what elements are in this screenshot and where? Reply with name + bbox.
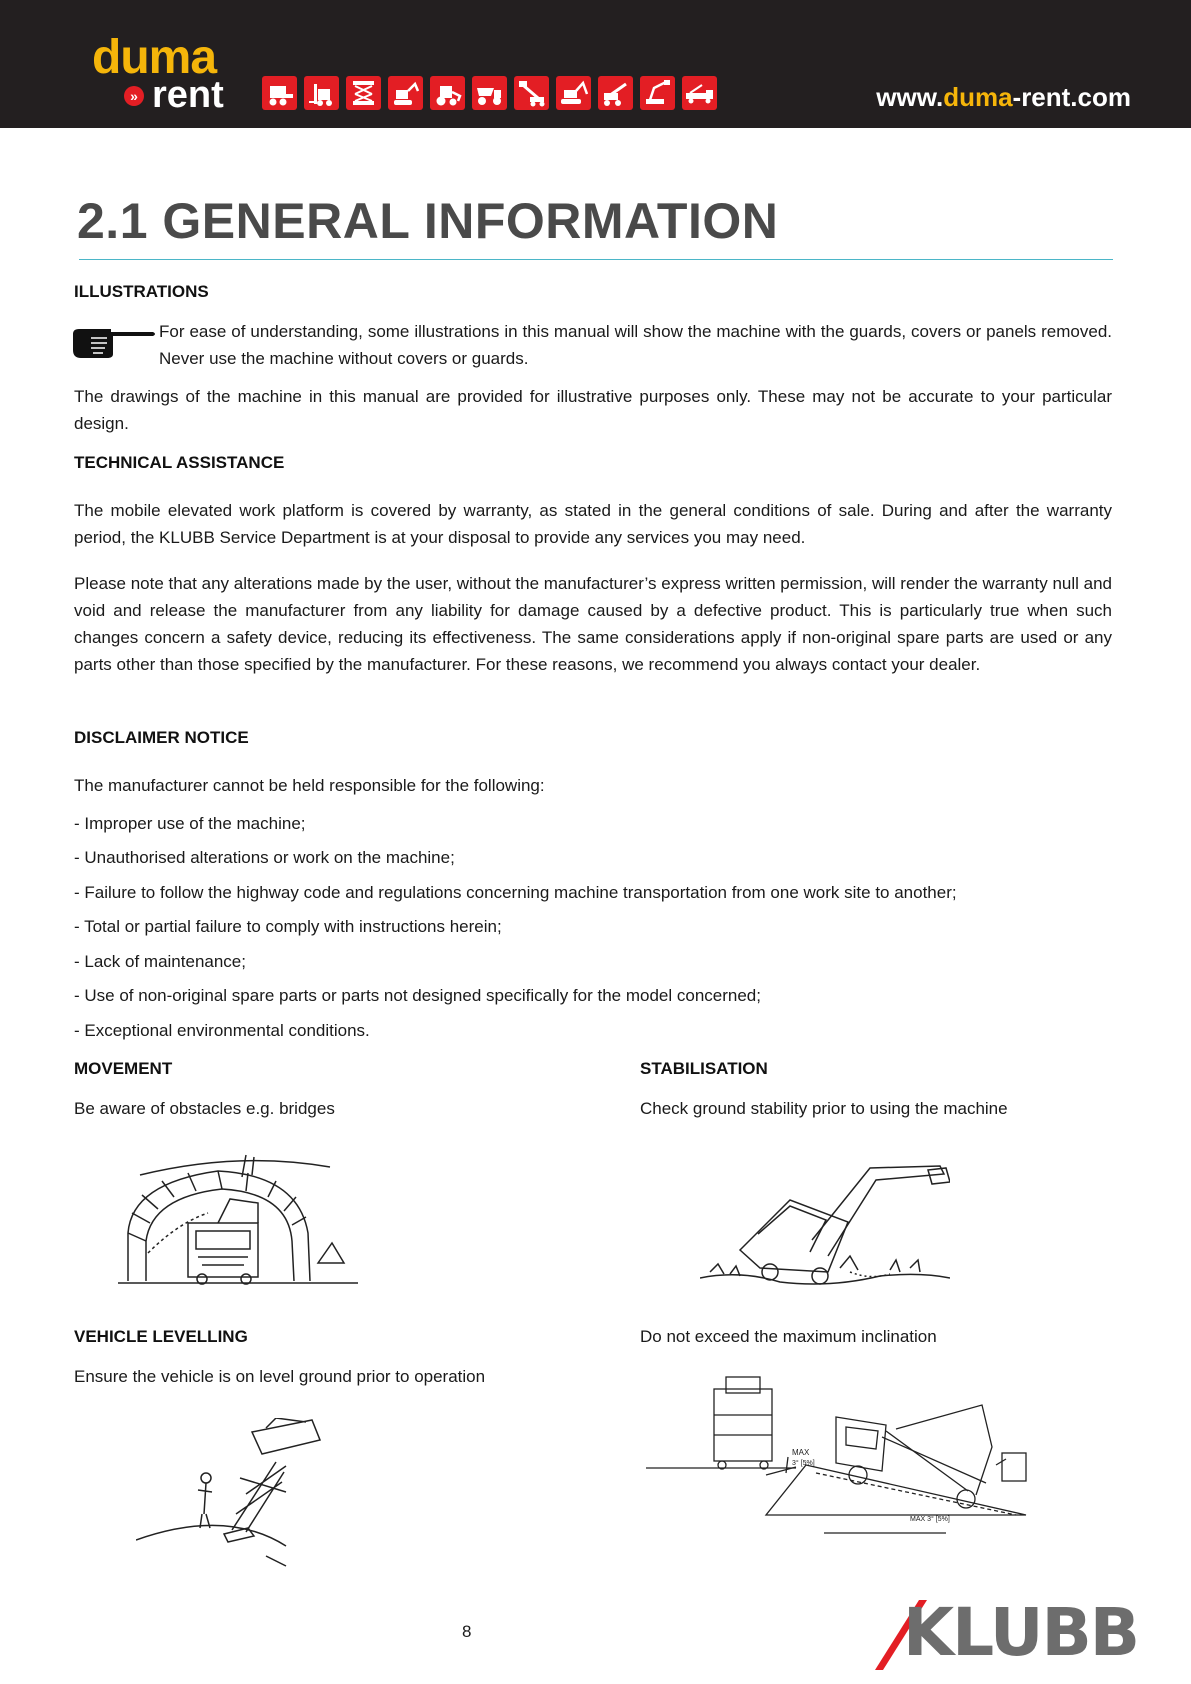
website-url[interactable] — [876, 82, 1131, 113]
klubb-wordmark: KLUBB — [903, 1594, 1139, 1671]
disclaimer-item: - Total or partial failure to comply with instructions herein; — [74, 917, 502, 936]
machine-icons-row — [262, 76, 717, 110]
illustrations-note: For ease of understanding, some illustrations in this manual will show the machine with the guards, covers or panels removed. Never use the machine without covers or guards. — [159, 322, 1112, 368]
stabilisation-text: Check ground stability prior to using the machine — [640, 1099, 1008, 1118]
inclination-side-label: MAX — [792, 1448, 810, 1457]
disclaimer-item: - Use of non-original spare parts or parts not designed specifically for the model concerned; — [74, 986, 761, 1005]
duma-rent-logo[interactable] — [92, 31, 242, 118]
truck-platform-icon — [682, 76, 717, 110]
page-title: 2.1 GENERAL INFORMATION — [77, 193, 779, 249]
excavator-icon — [556, 76, 591, 110]
disclaimer-item: - Improper use of the machine; — [74, 814, 306, 833]
title-divider — [79, 259, 1113, 260]
movement-heading: MOVEMENT — [74, 1059, 173, 1078]
level-ground-illustration — [136, 1418, 326, 1568]
technical-para-1: The mobile elevated work platform is covered by warranty, as stated in the general conditions of sale. During and after the warranty period, the KLUBB Service Department is at your disposal to provide any services you may need. — [74, 501, 1112, 547]
header-bar — [0, 0, 1191, 128]
disclaimer-item: - Lack of maintenance; — [74, 952, 246, 971]
ground-stability-illustration — [700, 1160, 950, 1290]
forklift-icon — [304, 76, 339, 110]
inclination-text: Do not exceed the maximum inclination — [640, 1327, 937, 1346]
logo-rent-text: rent — [152, 74, 224, 116]
disclaimer-item: - Exceptional environmental conditions. — [74, 1021, 370, 1040]
levelling-heading: VEHICLE LEVELLING — [74, 1327, 248, 1346]
bridge-obstacle-illustration — [118, 1153, 363, 1293]
stabilisation-heading: STABILISATION — [640, 1059, 768, 1078]
klubb-logo — [875, 1594, 1139, 1672]
scissor-lift-icon — [346, 76, 381, 110]
technical-heading: TECHNICAL ASSISTANCE — [74, 453, 285, 472]
technical-para-2: Please note that any alterations made by the user, without the manufacturer’s express written permission, will render the warranty null and void and release the manufacturer from any liability for damage caused by a defective product. This is particularly true when such changes concern a safety device, reducing its effectiveness. The same considerations apply if non-original spare parts are used or any parts other than those specified by the manufacturer. For these reasons, we recommend you always contact your dealer. — [74, 574, 1112, 674]
disclaimer-heading: DISCLAIMER NOTICE — [74, 728, 249, 747]
wheel-loader-icon — [430, 76, 465, 110]
website-highlight: duma — [943, 82, 1013, 112]
disclaimer-item: - Failure to follow the highway code and regulations concerning machine transportation from one work site to another; — [74, 883, 957, 902]
page-number: 8 — [462, 1622, 472, 1641]
knuckle-boom-icon — [640, 76, 675, 110]
telehandler-icon — [598, 76, 633, 110]
pointing-hand-icon — [71, 324, 157, 360]
logo-duma-text: duma — [92, 31, 217, 84]
inclination-side-value: 3° [5%] — [792, 1460, 815, 1467]
max-inclination-illustration — [646, 1375, 1066, 1535]
boom-lift-icon — [514, 76, 549, 110]
skid-steer-icon — [262, 76, 297, 110]
mini-excavator-icon — [388, 76, 423, 110]
website-prefix: www. — [876, 82, 944, 112]
illustrations-text: The drawings of the machine in this manual are provided for illustrative purposes only. These may not be accurate to your particular design. — [74, 387, 1112, 433]
levelling-text: Ensure the vehicle is on level ground prior to operation — [74, 1367, 486, 1386]
movement-text: Be aware of obstacles e.g. bridges — [74, 1099, 335, 1118]
disclaimer-item: - Unauthorised alterations or work on the machine; — [74, 848, 455, 867]
website-suffix: -rent.com — [1012, 82, 1131, 112]
disclaimer-intro: The manufacturer cannot be held responsible for the following: — [74, 776, 545, 795]
logo-arrows-icon: » — [124, 86, 144, 106]
inclination-bottom-label: MAX 3° [5%] — [910, 1516, 950, 1523]
dumper-icon — [472, 76, 507, 110]
illustrations-heading: ILLUSTRATIONS — [74, 282, 209, 301]
